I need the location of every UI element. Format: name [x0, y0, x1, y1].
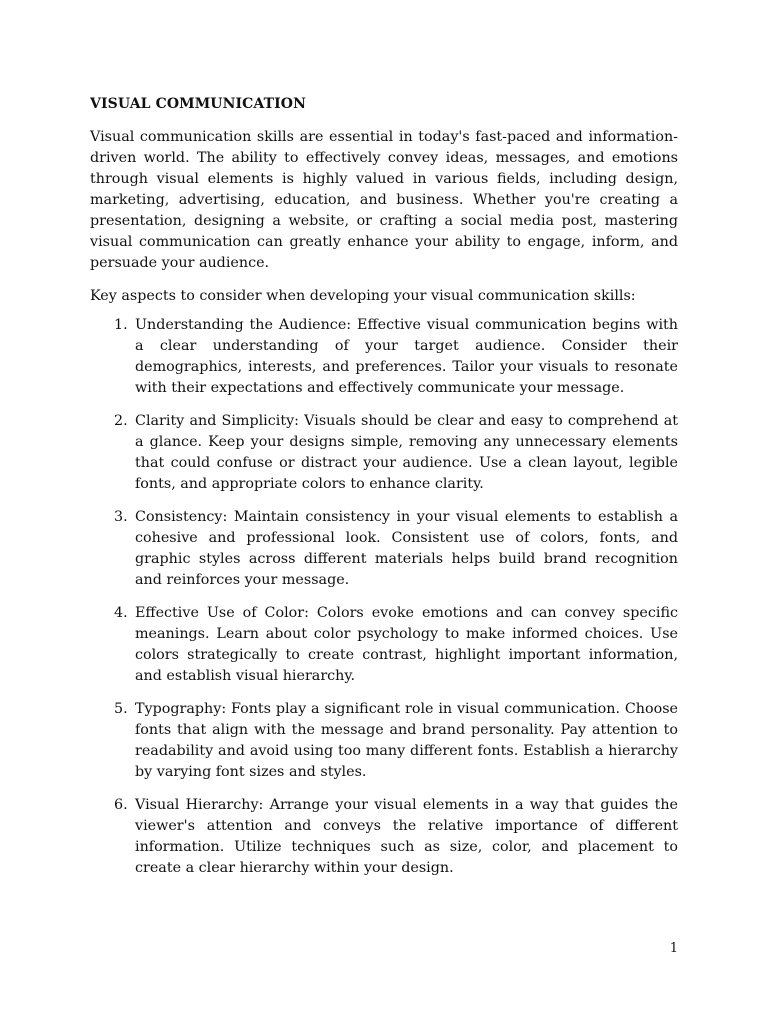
- list-item-number: 4.: [114, 605, 128, 621]
- list-item-number: 5.: [114, 701, 128, 717]
- page-number: 1: [669, 941, 678, 956]
- list-item: [90, 315, 678, 399]
- intro-paragraph: Visual communication skills are essential in today's fast-paced and information-driven world. The ability to effectively convey ideas, messages, and emotions through visual elements is highly valued in various fields, including design, marketing, advertising, education, and business. Whether you're creating a presentation, designing a website, or crafting a social media post, mastering visual communication can greatly enhance your ability to engage, inform, and persuade your audience.: [90, 129, 678, 271]
- list-item: [90, 699, 678, 783]
- list-item-text: Visual Hierarchy: Arrange your visual elements in a way that guides the viewer's attention and conveys the relative importance of different information. Utilize techniques such as size, color, and placement to create a clear hierarchy within your design.: [135, 797, 678, 876]
- document-page: [90, 94, 678, 891]
- list-item-text: Effective Use of Color: Colors evoke emotions and can convey specific meanings. Learn about color psychology to make informed choices. Use colors strategically to create contrast, highlight important information, and establish visual hierarchy.: [135, 605, 678, 684]
- list-item-text: Understanding the Audience: Effective visual communication begins with a clear understanding of your target audience. Consider their demographics, interests, and preferences. Tailor your visuals to resonate with their expectations and effectively communicate your message.: [135, 317, 678, 396]
- list-item: [90, 603, 678, 687]
- list-item-number: 2.: [114, 413, 128, 429]
- list-item-number: 1.: [114, 317, 128, 333]
- aspects-list: [90, 315, 678, 879]
- list-item-text: Clarity and Simplicity: Visuals should be clear and easy to comprehend at a glance. Keep your designs simple, removing any unnecessary elements that could confuse or distract your audience. Use a clean layout, legible fonts, and appropriate colors to enhance clarity.: [135, 413, 678, 492]
- document-title: VISUAL COMMUNICATION: [90, 96, 306, 112]
- list-item: [90, 795, 678, 879]
- list-item-number: 6.: [114, 797, 128, 813]
- list-item-text: Consistency: Maintain consistency in your visual elements to establish a cohesive and professional look. Consistent use of colors, fonts, and graphic styles across different materials helps build brand recognition and reinforces your message.: [135, 509, 678, 588]
- list-item-text: Typography: Fonts play a significant role in visual communication. Choose fonts that align with the message and brand personality. Pay attention to readability and avoid using too many different fonts. Establish a hierarchy by varying font sizes and styles.: [135, 701, 678, 780]
- list-item: [90, 507, 678, 591]
- list-item-number: 3.: [114, 509, 128, 525]
- lead-sentence: Key aspects to consider when developing your visual communication skills:: [90, 288, 636, 304]
- list-item: [90, 411, 678, 495]
